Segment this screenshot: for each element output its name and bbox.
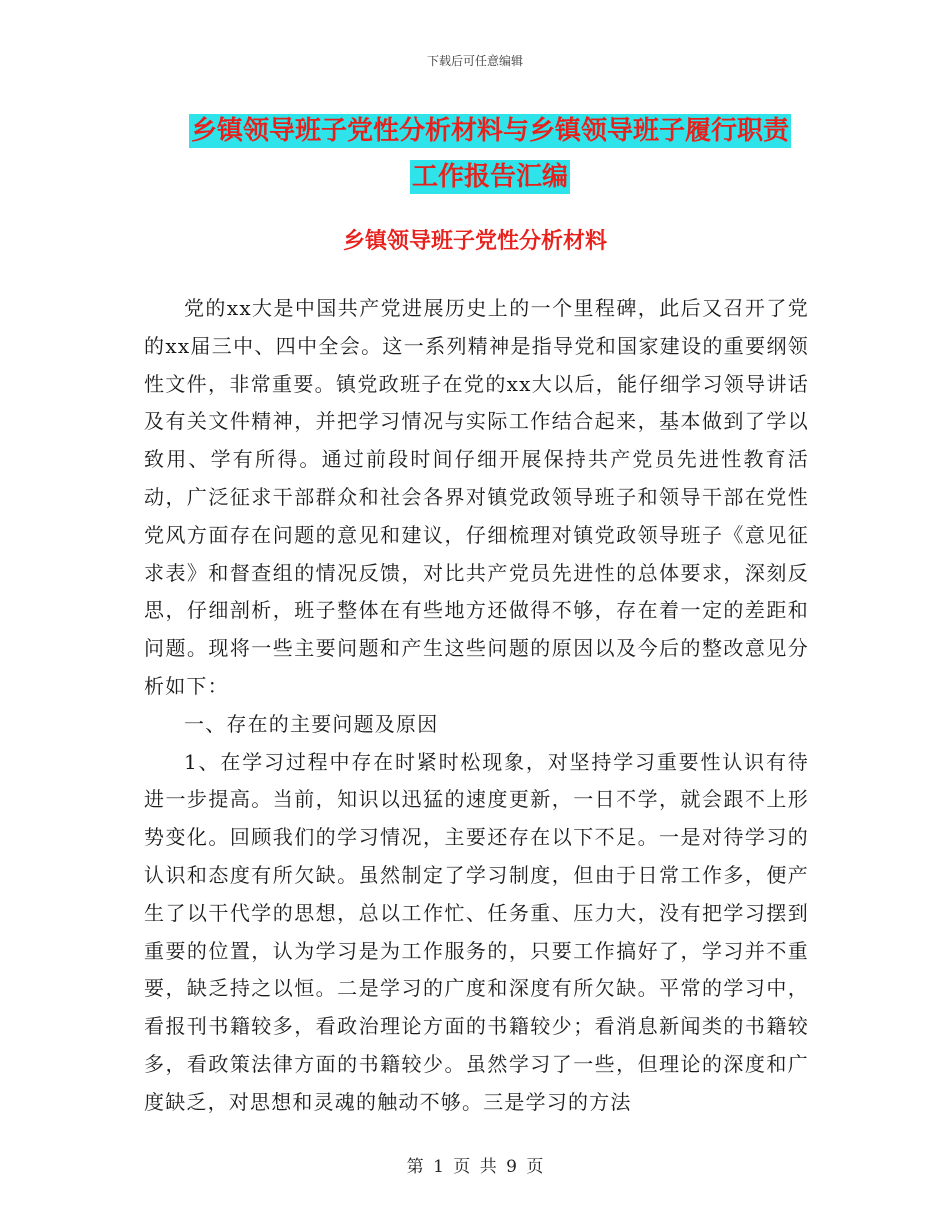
paragraph-point-1: 1、在学习过程中存在时紧时松现象，对坚持学习重要性认识有待进一步提高。当前，知识以迅猛的速度更新，一日不学，就会跟不上形势变化。回顾我们的学习情况，主要还存在以下不足。一是对待学习的认识和态度有所欠缺。虽然制定了学习制度，但由于日常工作多，便产生了以干代学的思想，总以工作忙、任务重、压力大，没有把学习摆到重要的位置，认为学习是为工作服务的，只要工作搞好了，学习并不重要，缺乏持之以恒。二是学习的广度和深度有所欠缺。平常的学习中，看报刊书籍较多，看政治理论方面的书籍较少；看消息新闻类的书籍较多，看政策法律方面的书籍较少。虽然学习了一些，但理论的深度和广度缺乏，对思想和灵魂的触动不够。三是学习的方法 — [144, 749, 809, 1114]
paragraph-intro: 党的xx大是中国共产党进展历史上的一个里程碑，此后又召开了党的xx届三中、四中全会。这一系列精神是指导党和国家建设的重要纲领性文件，非常重要。镇党政班子在党的xx大以后，能仔细学习领导讲话及有关文件精神，并把学习情况与实际工作结合起来，基本做到了学以致用、学有所得。通过前段时间仔细开展保持共产党员先进性教育活动，广泛征求干部群众和社会各界对镇党政领导班子和领导干部在党性党风方面存在问题的意见和建议，仔细梳理对镇党政领导班子《意见征求表》和督查组的情况反馈，对比共产党员先进性的总体要求，深刻反思，仔细剖析，班子整体在有些地方还做得不够，存在着一定的差距和问题。现将一些主要问题和产生这些问题的原因以及今后的整改意见分析如下： — [144, 296, 809, 698]
document-title-text-1: 乡镇领导班子党性分析材料与乡镇领导班子履行职责 — [190, 116, 789, 146]
page-number: 第 1 页 共 9 页 — [406, 1157, 544, 1177]
section-title: 乡镇领导班子党性分析材料 — [342, 229, 607, 254]
header-note: 下载后可任意编辑 — [426, 54, 523, 68]
document-title-line-1 — [140, 110, 840, 147]
document-title-text-2: 工作报告汇编 — [411, 162, 568, 192]
document-body — [144, 290, 809, 1122]
paragraph-heading: 一、存在的主要问题及原因 — [184, 711, 439, 736]
document-title-line-2 — [140, 156, 840, 193]
